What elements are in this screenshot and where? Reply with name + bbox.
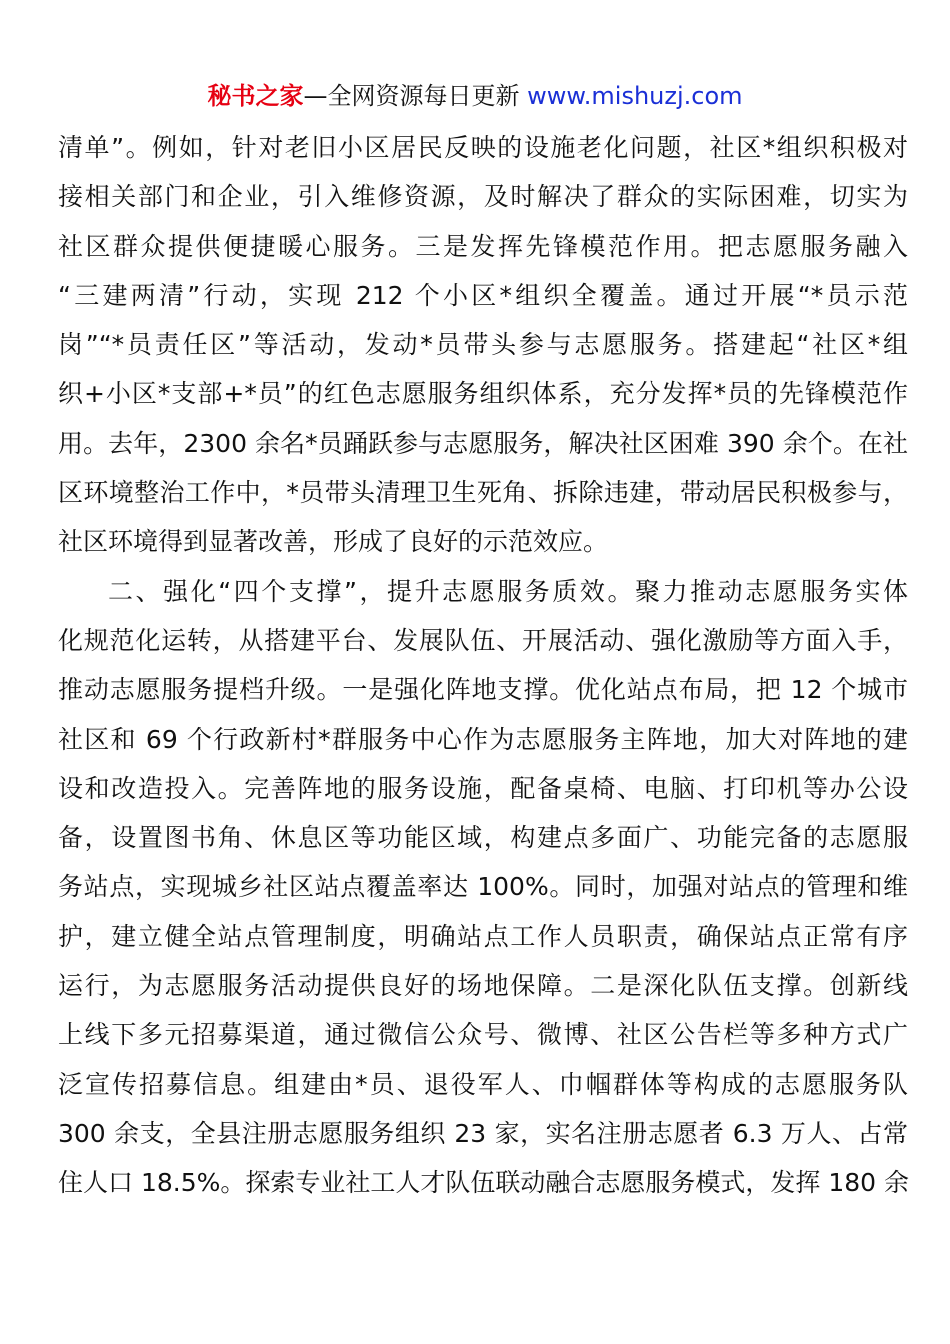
body-line: 备，设置图书角、休息区等功能区域，构建点多面广、功能完备的志愿服	[58, 823, 908, 853]
body-line: 上线下多元招募渠道，通过微信公众号、微博、社区公告栏等多种方式广	[58, 1020, 908, 1050]
brand-name: 秘书之家	[207, 82, 304, 110]
site-url[interactable]: www.mishuzj.com	[527, 82, 743, 110]
body-line: 清单”。例如，针对老旧小区居民反映的设施老化问题，社区*组织积极对	[58, 133, 908, 162]
body-line: 设和改造投入。完善阵地的服务设施，配备桌椅、电脑、打印机等办公设	[58, 773, 908, 803]
body-line: 岗”“*员责任区”等活动，发动*员带头参与志愿服务。搭建起“社区*组	[58, 330, 908, 360]
body-line: 300 余支，全县注册志愿服务组织 23 家，实名注册志愿者 6.3 万人、占常	[58, 1118, 908, 1148]
body-line: 接相关部门和企业，引入维修资源，及时解决了群众的实际困难，切实为	[58, 182, 908, 212]
body-line: 护，建立健全站点管理制度，明确站点工作人员职责，确保站点正常有序	[58, 921, 908, 951]
document-body	[58, 123, 908, 1208]
body-line: 住人口 18.5%。探索专业社工人才队伍联动融合志愿服务模式，发挥 180 余	[58, 1168, 909, 1198]
body-line: 泛宣传招募信息。组建由*员、退役军人、巾帼群体等构成的志愿服务队	[58, 1069, 908, 1099]
header-tagline: —全网资源每日更新	[303, 82, 528, 110]
body-line: 务站点，实现城乡社区站点覆盖率达 100%。同时，加强对站点的管理和维	[58, 872, 908, 902]
paragraph-end-line: 社区环境得到显著改善，形成了良好的示范效应。	[58, 527, 609, 557]
page-header	[0, 80, 950, 112]
body-line: 社区群众提供便捷暖心服务。三是发挥先锋模范作用。把志愿服务融入	[58, 231, 908, 261]
body-line: 织+小区*支部+*员”的红色志愿服务组织体系，充分发挥*员的先锋模范作	[58, 379, 908, 409]
body-line: 区环境整治工作中，*员带头清理卫生死角、拆除违建，带动居民积极参与，	[58, 478, 908, 508]
body-line: “三建两清”行动，实现 212 个小区*组织全覆盖。通过开展“*员示范	[58, 280, 908, 310]
paragraph-start-line: 二、强化“四个支撑”，提升志愿服务质效。聚力推动志愿服务实体	[108, 576, 908, 606]
body-line: 推动志愿服务提档升级。一是强化阵地支撑。优化站点布局，把 12 个城市	[58, 675, 908, 705]
body-line: 运行，为志愿服务活动提供良好的场地保障。二是深化队伍支撑。创新线	[58, 971, 908, 1001]
body-line: 社区和 69 个行政新村*群服务中心作为志愿服务主阵地，加大对阵地的建	[58, 724, 908, 754]
body-line: 用。去年，2300 余名*员踊跃参与志愿服务，解决社区困难 390 余个。在社	[58, 428, 908, 458]
body-line: 化规范化运转，从搭建平台、发展队伍、开展活动、强化激励等方面入手，	[58, 625, 908, 655]
